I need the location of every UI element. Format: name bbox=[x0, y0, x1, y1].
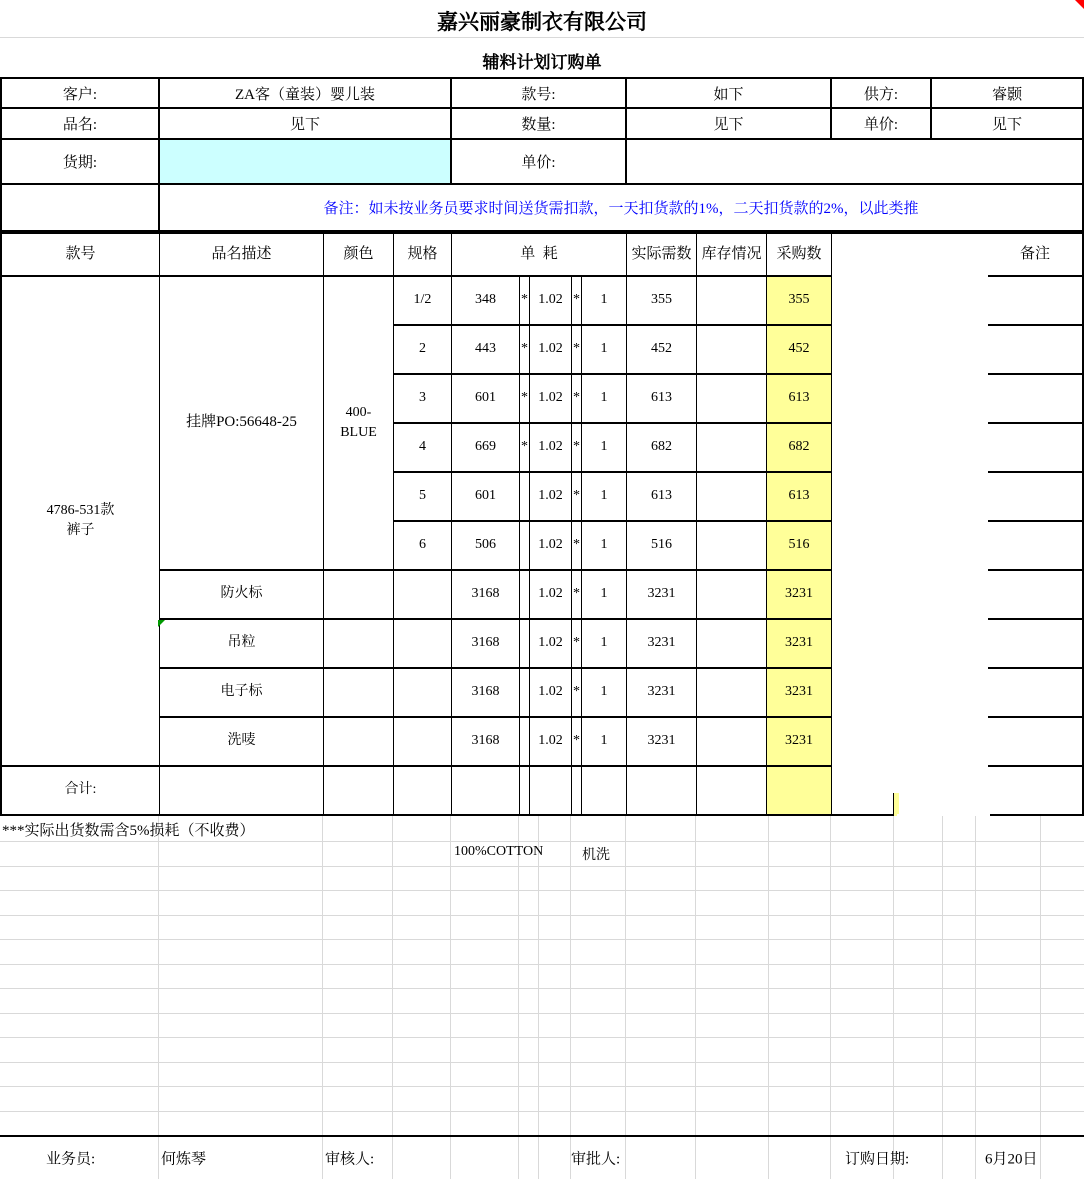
gridline bbox=[0, 866, 1084, 867]
empty-corner-cell[interactable] bbox=[2, 185, 160, 230]
multiply-sign-cell[interactable] bbox=[520, 571, 530, 620]
color-cell[interactable] bbox=[324, 718, 394, 767]
total-purchase-cell[interactable] bbox=[767, 767, 832, 814]
gridline bbox=[0, 37, 1084, 38]
total-empty-cell[interactable] bbox=[394, 767, 452, 814]
purchase-cell[interactable]: 3231 bbox=[767, 620, 832, 669]
need-cell[interactable]: 355 bbox=[627, 277, 697, 326]
multiply-sign-cell[interactable]: * bbox=[572, 522, 582, 571]
multiply-sign-cell[interactable] bbox=[520, 620, 530, 669]
multiply-sign-cell[interactable]: * bbox=[572, 277, 582, 326]
total-empty-cell[interactable] bbox=[452, 767, 520, 814]
stock-cell[interactable] bbox=[697, 375, 767, 424]
total-empty-cell[interactable] bbox=[627, 767, 697, 814]
salesperson-label: 业务员: bbox=[46, 1151, 96, 1168]
spec-cell[interactable]: 1/2 bbox=[394, 277, 452, 326]
count-cell[interactable]: 1 bbox=[582, 522, 627, 571]
header-description[interactable]: 品名描述 bbox=[160, 234, 324, 277]
count-cell[interactable]: 1 bbox=[582, 669, 627, 718]
stock-cell[interactable] bbox=[697, 473, 767, 522]
salesperson-value[interactable]: 何炼琴 bbox=[161, 1151, 207, 1168]
total-remark-cell[interactable] bbox=[988, 767, 1082, 814]
purchase-cell[interactable]: 682 bbox=[767, 424, 832, 473]
count-cell[interactable]: 1 bbox=[582, 620, 627, 669]
delivery-value-cell[interactable] bbox=[160, 140, 452, 185]
gridline bbox=[1040, 816, 1041, 1179]
multiply-sign-cell[interactable]: * bbox=[520, 326, 530, 375]
unit-price2-label-cell[interactable]: 单价: bbox=[452, 140, 627, 185]
wash-note[interactable]: 机洗 bbox=[582, 848, 610, 863]
spec-cell[interactable] bbox=[394, 718, 452, 767]
total-empty-cell[interactable] bbox=[530, 767, 572, 814]
remark-cell[interactable] bbox=[988, 424, 1082, 473]
gridline bbox=[0, 988, 1084, 989]
stock-cell[interactable] bbox=[697, 522, 767, 571]
gridline bbox=[0, 939, 1084, 940]
usage-cell[interactable]: 669 bbox=[452, 424, 520, 473]
spec-cell[interactable] bbox=[394, 669, 452, 718]
gridline bbox=[0, 915, 1084, 916]
factor-cell[interactable]: 1.02 bbox=[530, 375, 572, 424]
spec-cell[interactable] bbox=[394, 620, 452, 669]
item-name-cell[interactable]: 吊粒 bbox=[160, 620, 324, 669]
purchase-cell[interactable]: 3231 bbox=[767, 571, 832, 620]
order-date-label: 订购日期: bbox=[845, 1151, 910, 1168]
total-empty-cell[interactable] bbox=[697, 767, 767, 814]
remark-cell[interactable] bbox=[988, 669, 1082, 718]
gridline bbox=[830, 816, 831, 1179]
need-cell[interactable]: 516 bbox=[627, 522, 697, 571]
style-value-cell[interactable]: 如下 bbox=[627, 79, 832, 109]
multiply-sign-cell[interactable]: * bbox=[572, 375, 582, 424]
stray-yellow-cell-fragment bbox=[893, 793, 899, 816]
usage-cell[interactable]: 3168 bbox=[452, 571, 520, 620]
purchase-cell[interactable]: 613 bbox=[767, 473, 832, 522]
multiply-sign-cell[interactable]: * bbox=[572, 669, 582, 718]
total-empty-cell[interactable] bbox=[582, 767, 627, 814]
company-title: 嘉兴丽豪制衣有限公司 bbox=[437, 10, 647, 34]
gridline bbox=[392, 816, 393, 1179]
stock-cell[interactable] bbox=[697, 424, 767, 473]
cell-error-indicator-icon bbox=[158, 620, 165, 627]
item-name-cell[interactable]: 洗唛 bbox=[160, 718, 324, 767]
multiply-sign-cell[interactable]: * bbox=[572, 718, 582, 767]
factor-cell[interactable]: 1.02 bbox=[530, 473, 572, 522]
signature-row bbox=[0, 1137, 1084, 1179]
purchase-cell[interactable]: 613 bbox=[767, 375, 832, 424]
purchase-cell[interactable]: 452 bbox=[767, 326, 832, 375]
count-cell[interactable]: 1 bbox=[582, 326, 627, 375]
qty-value-cell[interactable]: 见下 bbox=[627, 109, 832, 140]
border-gap bbox=[897, 814, 990, 816]
multiply-sign-cell[interactable] bbox=[520, 669, 530, 718]
header-actual-need[interactable]: 实际需数 bbox=[627, 234, 697, 277]
order-info-table bbox=[0, 77, 1084, 232]
factor-cell[interactable]: 1.02 bbox=[530, 522, 572, 571]
gridline bbox=[158, 816, 159, 1179]
factor-cell[interactable]: 1.02 bbox=[530, 424, 572, 473]
gridline bbox=[695, 816, 696, 1179]
factor-cell[interactable]: 1.02 bbox=[530, 571, 572, 620]
supplier-label-cell[interactable]: 供方: bbox=[832, 79, 932, 109]
gridline bbox=[322, 816, 323, 1179]
style-no-merged-cell[interactable] bbox=[2, 277, 160, 767]
purchase-cell[interactable]: 3231 bbox=[767, 718, 832, 767]
multiply-sign-cell[interactable] bbox=[520, 473, 530, 522]
gridline bbox=[0, 1013, 1084, 1014]
stock-cell[interactable] bbox=[697, 669, 767, 718]
document-title: 辅料计划订购单 bbox=[482, 53, 602, 72]
stock-cell[interactable] bbox=[697, 326, 767, 375]
usage-cell[interactable]: 3168 bbox=[452, 669, 520, 718]
usage-cell[interactable]: 506 bbox=[452, 522, 520, 571]
order-date-value[interactable]: 6月20日 bbox=[985, 1151, 1038, 1168]
need-cell[interactable]: 682 bbox=[627, 424, 697, 473]
need-cell[interactable]: 613 bbox=[627, 375, 697, 424]
remark-cell[interactable] bbox=[988, 522, 1082, 571]
order-detail-table bbox=[0, 232, 1084, 816]
remark-cell[interactable] bbox=[988, 620, 1082, 669]
gridline bbox=[570, 816, 571, 1179]
stock-cell[interactable] bbox=[697, 718, 767, 767]
customer-value-cell[interactable]: ZA客（童装）婴儿装 bbox=[160, 79, 452, 109]
usage-cell[interactable]: 3168 bbox=[452, 718, 520, 767]
usage-cell[interactable]: 3168 bbox=[452, 620, 520, 669]
item-name-cell[interactable]: 防火标 bbox=[160, 571, 324, 620]
color-cell[interactable] bbox=[324, 571, 394, 620]
color-cell[interactable] bbox=[324, 620, 394, 669]
need-cell[interactable]: 3231 bbox=[627, 620, 697, 669]
header-spec[interactable]: 规格 bbox=[394, 234, 452, 277]
style-no-line1: 4786-531款 bbox=[46, 502, 115, 518]
spec-cell[interactable]: 3 bbox=[394, 375, 452, 424]
qty-label-cell[interactable]: 数量: bbox=[452, 109, 627, 140]
usage-cell[interactable]: 601 bbox=[452, 375, 520, 424]
item-name-cell[interactable]: 电子标 bbox=[160, 669, 324, 718]
need-cell[interactable]: 3231 bbox=[627, 669, 697, 718]
gridline bbox=[0, 1086, 1084, 1087]
stock-cell[interactable] bbox=[697, 277, 767, 326]
multiply-sign-cell[interactable] bbox=[520, 522, 530, 571]
gridline bbox=[942, 816, 943, 1179]
comment-indicator-icon bbox=[1075, 0, 1084, 9]
gridline bbox=[768, 816, 769, 1179]
total-empty-cell[interactable] bbox=[160, 767, 324, 814]
usage-cell[interactable]: 348 bbox=[452, 277, 520, 326]
fabric-note[interactable]: 100%COTTON bbox=[454, 844, 544, 859]
po-merged-cell[interactable]: 挂牌PO:56648-25 bbox=[160, 277, 324, 571]
spec-cell[interactable]: 2 bbox=[394, 326, 452, 375]
count-cell[interactable]: 1 bbox=[582, 473, 627, 522]
color-cell[interactable] bbox=[324, 669, 394, 718]
header-purchase[interactable]: 采购数 bbox=[767, 234, 832, 277]
need-cell[interactable]: 3231 bbox=[627, 718, 697, 767]
remark-cell[interactable] bbox=[988, 473, 1082, 522]
factor-cell[interactable]: 1.02 bbox=[530, 620, 572, 669]
count-cell[interactable]: 1 bbox=[582, 277, 627, 326]
unit-price-value-cell[interactable]: 见下 bbox=[932, 109, 1082, 140]
usage-cell[interactable]: 443 bbox=[452, 326, 520, 375]
color-line2: BLUE bbox=[340, 425, 377, 440]
purchase-cell[interactable]: 516 bbox=[767, 522, 832, 571]
remark-cell[interactable] bbox=[988, 718, 1082, 767]
factor-cell[interactable]: 1.02 bbox=[530, 326, 572, 375]
spec-cell[interactable]: 6 bbox=[394, 522, 452, 571]
supplier-value-cell[interactable]: 睿颢 bbox=[932, 79, 1082, 109]
multiply-sign-cell[interactable]: * bbox=[572, 424, 582, 473]
stock-cell[interactable] bbox=[697, 620, 767, 669]
approver-label: 审批人: bbox=[571, 1151, 621, 1168]
unit-price-label-cell[interactable]: 单价: bbox=[832, 109, 932, 140]
reviewer-label: 审核人: bbox=[325, 1151, 375, 1168]
remark-cell[interactable] bbox=[988, 326, 1082, 375]
count-cell[interactable]: 1 bbox=[582, 718, 627, 767]
remark-cell[interactable] bbox=[988, 375, 1082, 424]
unit-price2-value-cell[interactable] bbox=[627, 140, 1082, 185]
spec-cell[interactable]: 5 bbox=[394, 473, 452, 522]
header-stock[interactable]: 库存情况 bbox=[697, 234, 767, 277]
loss-footnote: ***实际出货数需含5%损耗（不收费） bbox=[2, 823, 255, 839]
count-cell[interactable]: 1 bbox=[582, 571, 627, 620]
total-label-cell[interactable]: 合计: bbox=[2, 767, 160, 814]
total-empty-cell[interactable] bbox=[324, 767, 394, 814]
header-unit-usage[interactable]: 单 耗 bbox=[452, 234, 627, 277]
count-cell[interactable]: 1 bbox=[582, 375, 627, 424]
remark-cell[interactable] bbox=[988, 571, 1082, 620]
multiply-sign-cell[interactable]: * bbox=[572, 571, 582, 620]
multiply-sign-cell[interactable]: * bbox=[520, 375, 530, 424]
need-cell[interactable]: 3231 bbox=[627, 571, 697, 620]
factor-cell[interactable]: 1.02 bbox=[530, 277, 572, 326]
gridline bbox=[0, 841, 1084, 842]
multiply-sign-cell[interactable]: * bbox=[520, 277, 530, 326]
color-merged-cell[interactable] bbox=[324, 277, 394, 571]
style-no-line2: 裤子 bbox=[66, 523, 95, 538]
gridline bbox=[0, 964, 1084, 965]
multiply-sign-cell[interactable]: * bbox=[520, 424, 530, 473]
total-empty-cell[interactable] bbox=[572, 767, 582, 814]
gridline bbox=[0, 1062, 1084, 1063]
header-remark[interactable]: 备注 bbox=[988, 234, 1082, 277]
spec-cell[interactable]: 4 bbox=[394, 424, 452, 473]
gridline bbox=[975, 816, 976, 1179]
customer-label-cell[interactable]: 客户: bbox=[2, 79, 160, 109]
header-style-no[interactable]: 款号 bbox=[2, 234, 160, 277]
gridline bbox=[0, 1037, 1084, 1038]
factor-cell[interactable]: 1.02 bbox=[530, 669, 572, 718]
spec-cell[interactable] bbox=[394, 571, 452, 620]
gridline bbox=[0, 1111, 1084, 1112]
gridline bbox=[0, 890, 1084, 891]
multiply-sign-cell[interactable]: * bbox=[572, 620, 582, 669]
delivery-label-cell[interactable]: 货期: bbox=[2, 140, 160, 185]
gridline bbox=[625, 816, 626, 1179]
multiply-sign-cell[interactable]: * bbox=[572, 326, 582, 375]
purchase-cell[interactable]: 355 bbox=[767, 277, 832, 326]
factor-cell[interactable]: 1.02 bbox=[530, 718, 572, 767]
purchase-cell[interactable]: 3231 bbox=[767, 669, 832, 718]
usage-cell[interactable]: 601 bbox=[452, 473, 520, 522]
gridline bbox=[518, 816, 519, 1179]
header-color[interactable]: 颜色 bbox=[324, 234, 394, 277]
product-value-cell[interactable]: 见下 bbox=[160, 109, 452, 140]
penalty-remark-cell[interactable]: 备注：如未按业务员要求时间送货需扣款，一天扣货款的1%，二天扣货款的2%，以此类推 bbox=[323, 201, 919, 217]
multiply-sign-cell[interactable]: * bbox=[572, 473, 582, 522]
unbordered-middle-region[interactable] bbox=[832, 234, 988, 814]
gridline bbox=[538, 816, 539, 1179]
need-cell[interactable]: 613 bbox=[627, 473, 697, 522]
total-empty-cell[interactable] bbox=[520, 767, 530, 814]
multiply-sign-cell[interactable] bbox=[520, 718, 530, 767]
gridline bbox=[893, 816, 894, 1179]
remark-cell[interactable] bbox=[988, 277, 1082, 326]
count-cell[interactable]: 1 bbox=[582, 424, 627, 473]
style-label-cell[interactable]: 款号: bbox=[452, 79, 627, 109]
stock-cell[interactable] bbox=[697, 571, 767, 620]
need-cell[interactable]: 452 bbox=[627, 326, 697, 375]
color-line1: 400- bbox=[345, 404, 372, 420]
product-label-cell[interactable]: 品名: bbox=[2, 109, 160, 140]
gridline bbox=[450, 816, 451, 1179]
